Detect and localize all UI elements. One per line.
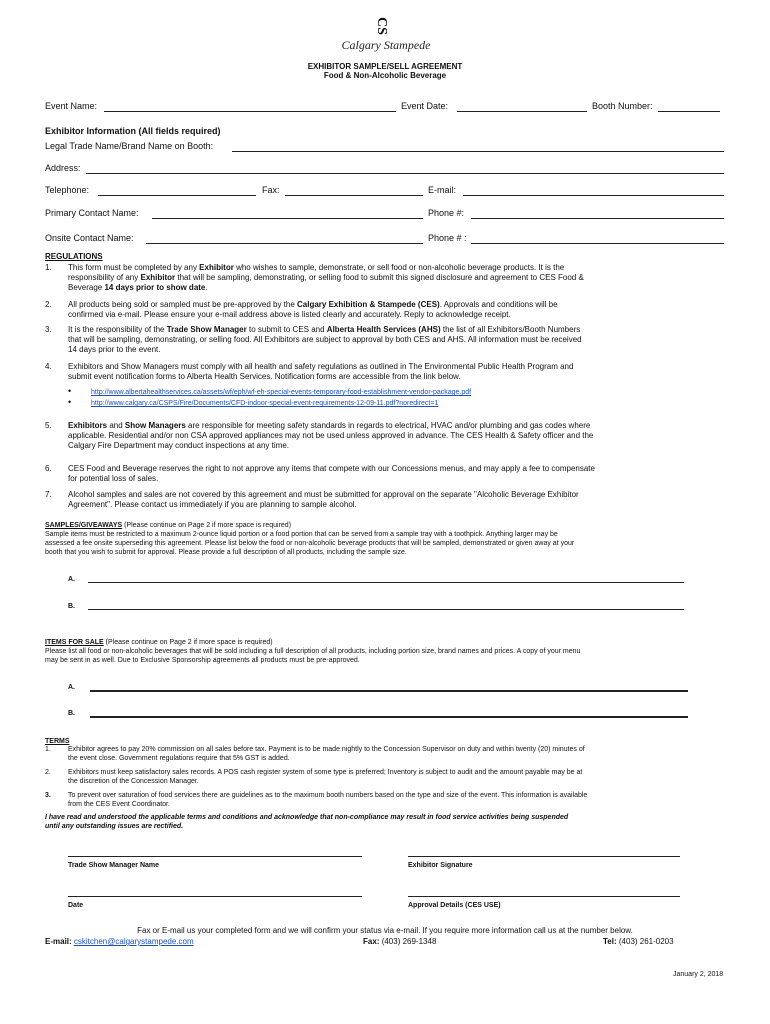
terms-heading: TERMS (45, 738, 70, 745)
event-name-label: Event Name: (45, 101, 98, 111)
calgary-fire-link[interactable]: http://www.calgary.ca/CSPS/Fire/Documents/CFD-indoor-special-event-requirements-12-09-11.pdf?noredirect=1 (91, 400, 439, 407)
exhibitor-info-heading: Exhibitor Information (All fields required) (45, 126, 221, 136)
approval-details-label: Approval Details (CES USE) (408, 902, 501, 909)
items-for-sale-heading: ITEMS FOR SALE (45, 639, 104, 646)
onsite-contact-label: Onsite Contact Name: (45, 233, 134, 243)
samples-a-field[interactable] (88, 582, 684, 583)
samples-description: Sample items must be restricted to a maximum 2-ounce liquid portion or a food portion that can be served from a sample tray with a toothpick. Anything larger may be assessed a fee onsite superseding this agreement. Please list below the food or non-alcoholic beverage products that will be sampled, demonstrated or given away at your booth that you wish to submit for approval. Please provide a full description of all products, including the sample size. (45, 531, 575, 556)
event-date-field[interactable] (457, 111, 587, 112)
samples-b-field[interactable] (88, 609, 684, 610)
samples-a-label: A. (68, 576, 75, 583)
samples-heading: SAMPLES/GIVEAWAYS (45, 522, 123, 529)
onsite-phone-field[interactable] (471, 243, 724, 244)
term-number: 1. (45, 746, 51, 753)
reg-number: 4. (45, 362, 52, 371)
reg-number: 7. (45, 490, 52, 499)
footer-email: E-mail: cskitchen@calgarystampede.com (45, 937, 194, 946)
term-1-text: Exhibitor agrees to pay 20% commission on all sales before tax. Payment is to be made nightly to the Concession Supervisor on duty and within twenty (20) minutes of the event close. Government regulations require that 5% GST is added. (68, 746, 585, 762)
term-3-text: To prevent over saturation of food services there are guidelines as to the maximum booth numbers based on the type and size of the event. This information is available from the CES Event Coordinator. (68, 792, 588, 808)
email-link[interactable]: cskitchen@calgarystampede.com (73, 937, 194, 946)
onsite-contact-field[interactable] (146, 243, 423, 244)
primary-phone-field[interactable] (471, 218, 724, 219)
items-a-field[interactable] (90, 690, 688, 692)
address-label: Address: (45, 163, 81, 173)
manager-name-label: Trade Show Manager Name (68, 862, 160, 869)
reg-number: 1. (45, 263, 52, 272)
items-for-sale-description: Please list all food or non-alcoholic beverages that will be sold including a full description of all products, including portion size, brand names and prices. A copy of your menu may be sent in as well. Due to Exclusive Sponsorship agreements all products must be pre-approved. (45, 648, 581, 664)
revision-date: January 2, 2018 (673, 971, 724, 978)
reg-7-text: Alcohol samples and sales are not covered by this agreement and must be submitted for approval on the separate "Alcoholic Beverage Exhibitor Agreement". Please contact us immediately if you are planning to sample alcohol. (68, 490, 579, 509)
reg-2-text: All products being sold or sampled must be pre-approved by the Calgary Exhibition & Stampede (CES). Approvals and conditions will be confirmed via e-mail. Please ensure your e-mail address above is listed clearly and accurately. Reply to acknowledge receipt. (68, 300, 558, 319)
email-field[interactable] (463, 195, 724, 196)
page-title: EXHIBITOR SAMPLE/SELL AGREEMENT (307, 62, 463, 71)
items-for-sale-heading-line: ITEMS FOR SALE (Please continue on Page 2 if more space is required) (45, 639, 273, 646)
primary-contact-field[interactable] (152, 218, 423, 219)
telephone-field[interactable] (98, 195, 256, 196)
bullet-icon: • (68, 397, 72, 407)
reg-6-text: CES Food and Beverage reserves the right to not approve any items that compete with our Concessions menus, and may apply a fee to compensate for potential loss of sales. (68, 464, 595, 483)
reg-4-text: Exhibitors and Show Managers must comply with all health and safety regulations as outlined in The Environmental Public Health Program and submit event notification forms to Alberta Health Services. Notification forms are accessible from the link below. (68, 362, 574, 381)
fax-label: Fax: (262, 185, 280, 195)
reg-number: 5. (45, 421, 52, 430)
event-name-field[interactable] (104, 111, 396, 112)
term-2-text: Exhibitors must keep satisfactory sales records. A POS cash register system of some type is preferred; Inventory is subject to audit and the amount payable may be at the discretion of the Concession Manager. (68, 769, 583, 785)
reg-1-text: This form must be completed by any Exhibitor who wishes to sample, demonstrate, or sell food or non-alcoholic beverage products. It is the responsibility of any Exhibitor that will be sampling, demonstrating, or selling food to submit this signed disclosure and agreement to CES Food & Beverage 14 days prior to show date. (68, 263, 584, 292)
term-number: 3. (45, 792, 51, 799)
footer-instructions: Fax or E-mail us your completed form and we will confirm your status via e-mail. If you require more information call us at the number below. (137, 926, 633, 935)
telephone-label: Telephone: (45, 185, 90, 195)
bullet-icon: • (68, 386, 72, 396)
reg-number: 2. (45, 300, 52, 309)
reg-number: 3. (45, 325, 52, 334)
logo (336, 8, 436, 56)
legal-trade-name-field[interactable] (232, 151, 724, 152)
primary-contact-label: Primary Contact Name: (45, 208, 139, 218)
manager-name-field[interactable] (68, 856, 362, 857)
primary-phone-label: Phone #: (428, 208, 465, 218)
date-label: Date (68, 902, 84, 909)
acknowledgement-text: I have read and understood the applicable terms and conditions and acknowledge that non-compliance may result in food service activities being suspended until any outstanding issues are rectified. (45, 814, 569, 830)
booth-number-label: Booth Number: (592, 101, 653, 111)
regulations-heading: REGULATIONS (45, 252, 103, 261)
term-number: 2. (45, 769, 51, 776)
items-b-field[interactable] (90, 716, 688, 718)
event-date-label: Event Date: (401, 101, 449, 111)
ahs-link[interactable]: http://www.albertahealthservices.ca/assets/wf/eph/wf-eh-special-events-temporary-food-establishment-vendor-package.pdf (91, 389, 472, 396)
reg-3-text: It is the responsibility of the Trade Show Manager to submit to CES and Alberta Health Services (AHS) the list of all Exhibitors/Booth Numbers that will be sampling, demonstrating, or selling food. All Exhibitors are subject to approval by both CES and AHS. All information must be received 14 days prior to the event. (68, 325, 582, 354)
legal-trade-name-label: Legal Trade Name/Brand Name on Booth: (45, 141, 214, 151)
address-field[interactable] (86, 173, 724, 174)
date-field[interactable] (68, 896, 362, 897)
exhibitor-signature-label: Exhibitor Signature (408, 862, 473, 869)
email-label: E-mail: (428, 185, 457, 195)
fax-field[interactable] (285, 195, 423, 196)
approval-details-field[interactable] (408, 896, 680, 897)
onsite-phone-label: Phone # : (428, 233, 467, 243)
footer-tel: Tel: (403) 261-0203 (603, 937, 674, 946)
items-a-label: A. (68, 684, 75, 691)
svg-text:CS: CS (374, 17, 389, 35)
exhibitor-signature-field[interactable] (408, 856, 680, 857)
reg-number: 6. (45, 464, 52, 473)
booth-number-field[interactable] (658, 111, 720, 112)
samples-b-label: B. (68, 603, 75, 610)
reg-5-text: Exhibitors and Show Managers are responsible for meeting safety standards in regards to electrical, HVAC and/or plumbing and gas codes where applicable. Residential and/or non CSA approved appliances may not be used unless approved in advance. The CES Health & Safety officer and the Calgary Fire Department may conduct inspections at any time. (68, 421, 594, 450)
logo-script-text: Calgary Stampede (341, 38, 431, 52)
page-subtitle: Food & Non-Alcoholic Beverage (323, 71, 447, 80)
samples-heading-line: SAMPLES/GIVEAWAYS (Please continue on Page 2 if more space is required) (45, 522, 292, 529)
items-b-label: B. (68, 710, 75, 717)
footer-fax: Fax: (403) 269-1348 (363, 937, 437, 946)
